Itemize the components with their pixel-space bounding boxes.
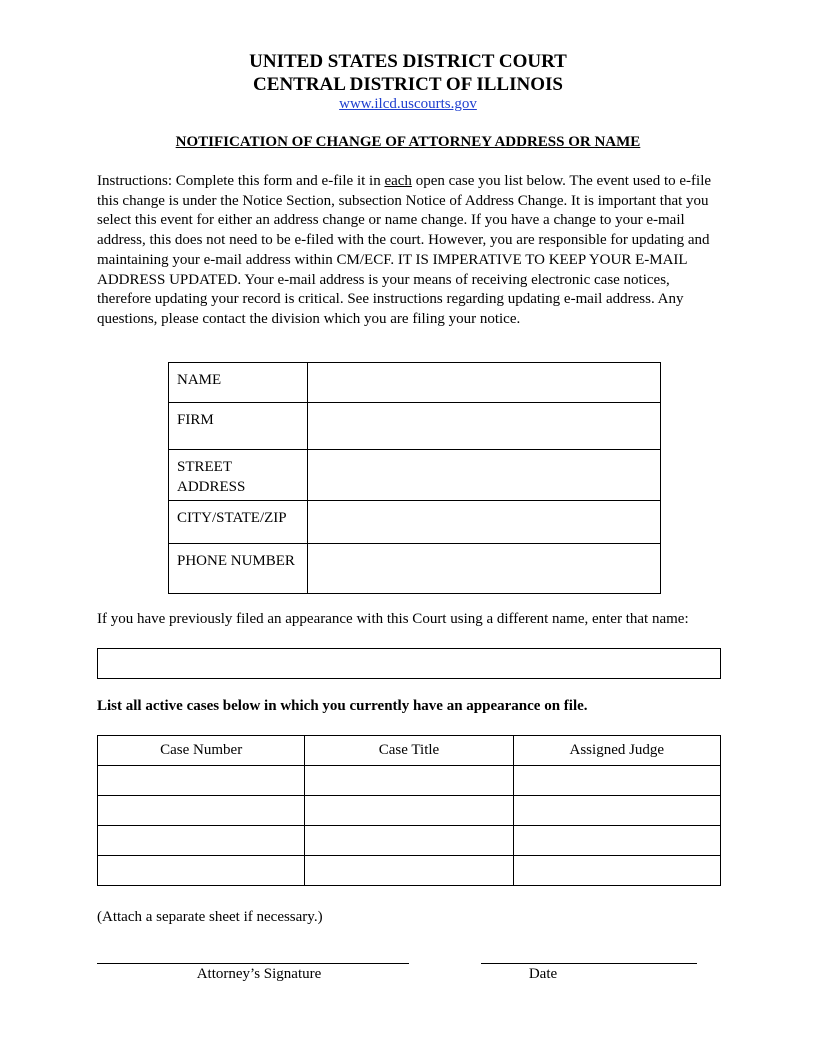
table-row [98, 796, 721, 826]
active-cases-table [97, 735, 721, 886]
city-state-zip-field[interactable] [308, 501, 661, 544]
name-label: NAME [169, 363, 308, 403]
previous-name-prompt: If you have previously filed an appearance with this Court using a different name, enter that name: [97, 611, 689, 627]
case-title-cell[interactable] [305, 826, 513, 856]
case-title-cell[interactable] [305, 766, 513, 796]
case-number-cell[interactable] [98, 826, 305, 856]
firm-field[interactable] [308, 403, 661, 450]
instructions-text-start: Instructions: Complete this form and e-file it in [97, 173, 385, 189]
form-title: NOTIFICATION OF CHANGE OF ATTORNEY ADDRESS OR NAME [175, 134, 641, 150]
case-title-header: Case Title [305, 736, 513, 766]
assigned-judge-cell[interactable] [513, 796, 720, 826]
assigned-judge-header: Assigned Judge [513, 736, 720, 766]
instructions-emphasis: each [384, 173, 412, 189]
assigned-judge-cell[interactable] [513, 766, 720, 796]
active-cases-label: List all active cases below in which you currently have an appearance on file. [97, 698, 588, 714]
website-link[interactable]: www.ilcd.uscourts.gov [339, 96, 477, 112]
date-line[interactable] [481, 963, 697, 964]
table-row [98, 826, 721, 856]
case-number-header: Case Number [98, 736, 305, 766]
attorney-info-table [168, 362, 661, 594]
city-state-zip-label: CITY/STATE/ZIP [169, 501, 308, 544]
phone-number-field[interactable] [308, 544, 661, 594]
table-row [98, 766, 721, 796]
street-address-field[interactable] [308, 450, 661, 501]
case-number-cell[interactable] [98, 856, 305, 886]
phone-number-label: PHONE NUMBER [169, 544, 308, 594]
assigned-judge-cell[interactable] [513, 856, 720, 886]
name-field[interactable] [308, 363, 661, 403]
case-title-cell[interactable] [305, 856, 513, 886]
instructions-text-end: open case you list below. The event used to e-file this change is under the Notice Section, subsection Notice of Address Change. It is important that you select this event for either an address change or name change. If you have a change to your e-mail address, this does not need to be e-filed with the court. However, you are responsible for updating and maintaining your e-mail address within CM/ECF. IT IS IMPERATIVE TO KEEP YOUR E-MAIL ADDRESS UPDATED. Your e-mail address is your means of receiving electronic case notices, therefore updating your record is critical. See instructions regarding updating e-mail address. Any questions, please contact the division which you are filing your notice. [97, 173, 712, 327]
assigned-judge-cell[interactable] [513, 826, 720, 856]
court-title: UNITED STATES DISTRICT COURT [249, 51, 567, 72]
attach-note: (Attach a separate sheet if necessary.) [97, 909, 323, 925]
firm-label: FIRM [169, 403, 308, 450]
table-row [98, 856, 721, 886]
attorney-signature-label: Attorney’s Signature [196, 966, 322, 982]
district-title: CENTRAL DISTRICT OF ILLINOIS [253, 74, 563, 95]
street-address-label: STREET ADDRESS [169, 450, 308, 501]
previous-name-field[interactable] [97, 648, 721, 679]
date-label: Date [528, 966, 558, 982]
attorney-signature-line[interactable] [97, 963, 409, 964]
instructions-paragraph [97, 172, 721, 330]
case-number-cell[interactable] [98, 766, 305, 796]
case-title-cell[interactable] [305, 796, 513, 826]
case-number-cell[interactable] [98, 796, 305, 826]
cases-header-row [98, 736, 721, 766]
